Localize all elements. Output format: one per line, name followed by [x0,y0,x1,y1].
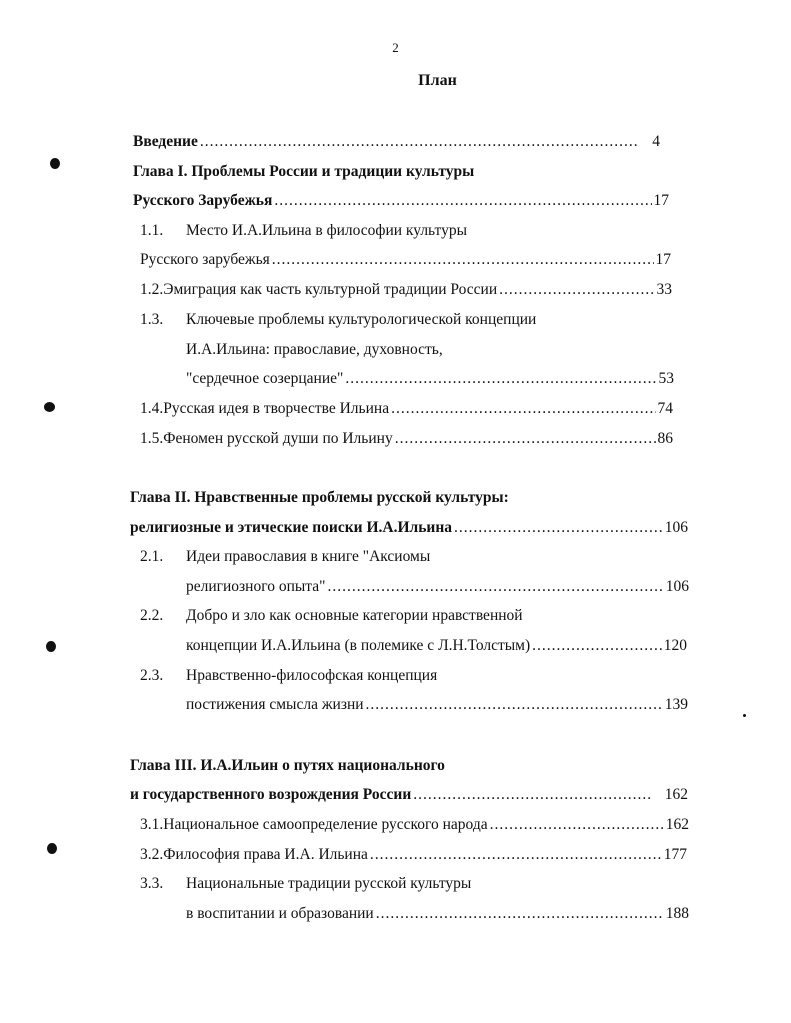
toc-page: 139 [664,696,688,713]
toc-chapter-3-title: Глава III. И.А.Ильин о путях национального [130,757,445,774]
toc-leader [345,369,656,389]
toc-section-1-3 [186,369,674,389]
toc-leader [376,904,664,924]
toc-leader [454,518,663,538]
scan-mark [743,714,746,717]
toc-page: 17 [655,251,671,268]
toc-section-1-1-title [140,221,467,241]
toc-number: 3.1. [140,816,164,833]
toc-label: Русская идея в творчестве Ильина [163,400,390,417]
toc-page: 4 [652,133,660,150]
toc-leader [370,845,662,865]
toc-page: 17 [653,192,669,209]
toc-label: Место И.А.Ильина в философии культуры [186,222,468,239]
toc-leader [532,636,662,656]
toc-page: 106 [664,519,688,536]
toc-leader [272,250,654,270]
toc-label: религиозного опыта" [186,578,326,595]
toc-chapter-2-title: Глава II. Нравственные проблемы русской культуры: [130,489,509,506]
toc-leader [391,399,655,419]
toc-label: "сердечное созерцание" [186,370,344,387]
toc-section-2-1-title [140,547,430,567]
toc-page: 177 [663,846,687,863]
toc-page: 53 [658,370,674,387]
scan-mark [47,843,57,854]
toc-page: 86 [657,430,673,447]
toc-number: 2.3. [140,667,164,684]
page-title: План [418,72,457,89]
toc-label: религиозные и этические поиски И.А.Ильина [130,519,453,536]
toc-section-3-3 [186,904,689,924]
toc-section-1-3-title [140,310,536,330]
toc-leader [200,132,638,152]
toc-label: концепции И.А.Ильина (в полемике с Л.Н.Толстым) [186,637,531,654]
toc-page: 33 [656,281,672,298]
toc-leader [490,815,664,835]
toc-label: Феномен русской души по Ильину [163,430,393,447]
toc-label: Русского Зарубежья [133,192,273,209]
toc-label: Ключевые проблемы культурологической концепции [186,311,537,328]
toc-section-1-1 [140,250,671,270]
toc-section-1-3-line2: И.А.Ильина: православие, духовность, [186,341,443,358]
toc-label: Национальные традиции русской культуры [186,875,472,892]
toc-section-1-4 [140,399,673,419]
toc-leader [274,191,651,211]
toc-label: Национальное самоопределение русского народа [163,816,488,833]
toc-chapter-2 [130,518,688,538]
toc-number: 1.1. [140,222,164,239]
toc-number: 1.3. [140,311,164,328]
toc-chapter-1 [133,191,669,211]
toc-page: 74 [657,400,673,417]
toc-page: 106 [665,578,689,595]
toc-label: Идеи православия в книге "Аксиомы [186,548,431,565]
toc-leader [395,429,656,449]
toc-page: 120 [663,637,687,654]
toc-section-1-5 [140,429,673,449]
toc-leader [327,577,663,597]
toc-chapter-1-title: Глава I. Проблемы России и традиции культуры [133,163,475,180]
toc-number: 3.2. [140,846,164,863]
toc-section-3-2 [140,845,687,865]
toc-section-3-3-title [140,874,471,894]
toc-page: 188 [665,905,689,922]
toc-label: Философия права И.А. Ильина [163,846,368,863]
toc-entry-introduction [133,132,660,152]
toc-section-2-2-title [140,606,523,626]
toc-label: Введение [133,133,198,150]
scan-mark [44,402,55,412]
scan-mark [46,641,56,652]
toc-number: 2.2. [140,607,164,624]
toc-chapter-3 [130,785,688,805]
toc-section-3-1 [140,815,689,835]
toc-leader [366,695,663,715]
toc-leader [499,280,654,300]
toc-number: 1.5. [140,430,164,447]
toc-label: Нравственно-философская концепция [186,667,438,684]
toc-number: 1.4. [140,400,164,417]
toc-label: Добро и зло как основные категории нравственной [186,607,523,624]
toc-number: 3.3. [140,875,164,892]
toc-section-2-1 [186,577,689,597]
toc-page: 162 [664,786,688,803]
scan-mark [50,158,60,169]
toc-label: Эмиграция как часть культурной традиции России [163,281,498,298]
toc-section-2-3-title [140,666,437,686]
page-number: 2 [392,40,399,55]
toc-section-2-2 [186,636,687,656]
toc-label: и государственного возрождения России [130,786,412,803]
toc-leader [413,785,652,805]
toc-page: 162 [665,816,689,833]
toc-number: 1.2. [140,281,164,298]
toc-section-2-3 [186,695,688,715]
toc-label: постижения смысла жизни [186,696,364,713]
toc-label: Русского зарубежья [140,251,270,268]
toc-label: в воспитании и образовании [186,905,374,922]
toc-section-1-2 [140,280,672,300]
toc-number: 2.1. [140,548,164,565]
